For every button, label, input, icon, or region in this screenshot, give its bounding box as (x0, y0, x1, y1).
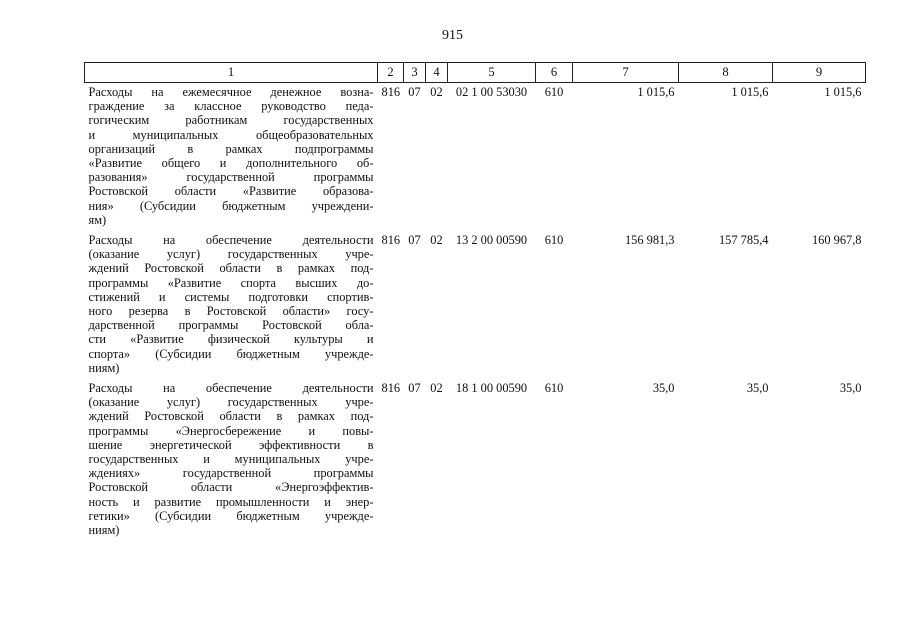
table-row (85, 379, 866, 541)
description-line: ждений Ростовской области в рамках под- (88, 261, 374, 276)
column-header: 9 (773, 63, 866, 83)
table-row (85, 83, 866, 232)
description-line: стижений и системы подготовки спортив- (88, 289, 374, 304)
description-line: шение энергетической эффективности в (88, 437, 374, 452)
description-line: программы «Энергосбережение и повы- (88, 423, 374, 438)
amount-year-1: 156 981,3 (624, 233, 675, 248)
row-description (85, 83, 378, 232)
description-line: Ростовской области «Развитие образова- (88, 184, 374, 199)
description-line: «Развитие общего и дополнительного об- (88, 156, 374, 171)
description-line: и муниципальных общеобразовательных (88, 127, 374, 142)
description-line: сти «Развитие физической культуры и (88, 332, 374, 347)
target-article-code: 18 1 00 00590 (455, 381, 528, 396)
column-header: 1 (85, 63, 378, 83)
ministry-code: 816 (381, 85, 401, 99)
description-line: ния» (Субсидии бюджетным учреждени- (88, 198, 374, 213)
description-line: ность и развитие промышленности и энер- (88, 494, 374, 509)
column-header: 5 (448, 63, 536, 83)
description-line: гетики» (Субсидии бюджетным учрежде- (88, 508, 374, 523)
description-line: ям) (88, 212, 107, 227)
table-header-row (85, 63, 866, 83)
amount-year-1: 35,0 (652, 381, 675, 396)
description-line: организаций в рамках подпрограммы (88, 141, 374, 156)
description-line: Расходы на ежемесячное денежное возна- (88, 85, 374, 99)
description-line: гогическим работникам государственных (88, 113, 374, 128)
target-article-code: 13 2 00 00590 (455, 233, 528, 248)
amount-year-1: 1 015,6 (637, 85, 675, 99)
description-line: граждение за классное руководство педа- (88, 99, 374, 114)
amount-year-2: 35,0 (746, 381, 769, 396)
description-line: разования» государственной программы (88, 170, 374, 185)
section-code: 07 (408, 233, 421, 248)
target-article-code: 02 1 00 53030 (455, 85, 528, 99)
description-line: Расходы на обеспечение деятельности (88, 381, 374, 396)
page-number: 915 (442, 28, 463, 43)
expense-type-code: 610 (544, 233, 564, 248)
column-header: 4 (426, 63, 448, 83)
column-header: 3 (404, 63, 426, 83)
row-description (85, 379, 378, 541)
description-line: Расходы на обеспечение деятельности (88, 233, 374, 248)
amount-year-3: 1 015,6 (824, 85, 862, 99)
amount-year-2: 157 785,4 (718, 233, 769, 248)
subsection-code: 02 (430, 233, 443, 248)
subsection-code: 02 (430, 381, 443, 396)
description-line: спорта» (Субсидии бюджетным учрежде- (88, 346, 374, 361)
section-code: 07 (408, 85, 421, 99)
description-line: Ростовской области «Энергоэффектив- (88, 480, 374, 495)
description-line: дарственной программы Ростовской обла- (88, 318, 374, 333)
budget-table (84, 62, 866, 541)
ministry-code: 816 (381, 233, 401, 248)
subsection-code: 02 (430, 85, 443, 99)
column-header: 8 (679, 63, 773, 83)
row-description (85, 231, 378, 379)
description-line: (оказание услуг) государственных учре- (88, 395, 374, 410)
description-line: ного резерва в Ростовской области» госу- (88, 304, 374, 319)
description-line: ждений Ростовской области в рамках под- (88, 409, 374, 424)
ministry-code: 816 (381, 381, 401, 396)
amount-year-3: 35,0 (839, 381, 862, 396)
description-line: ниям) (88, 523, 120, 538)
column-header: 2 (378, 63, 404, 83)
amount-year-3: 160 967,8 (811, 233, 862, 248)
description-line: ниям) (88, 360, 120, 375)
description-line: государственных и муниципальных учре- (88, 452, 374, 467)
description-line: программы «Развитие спорта высших до- (88, 275, 374, 290)
description-line: (оказание услуг) государственных учре- (88, 247, 374, 262)
table-body (85, 83, 866, 542)
column-header: 7 (573, 63, 679, 83)
column-header: 6 (536, 63, 573, 83)
description-line: ждениях» государственной программы (88, 466, 374, 481)
expense-type-code: 610 (544, 85, 564, 99)
table-row (85, 231, 866, 379)
section-code: 07 (408, 381, 421, 396)
expense-type-code: 610 (544, 381, 564, 396)
amount-year-2: 1 015,6 (731, 85, 769, 99)
